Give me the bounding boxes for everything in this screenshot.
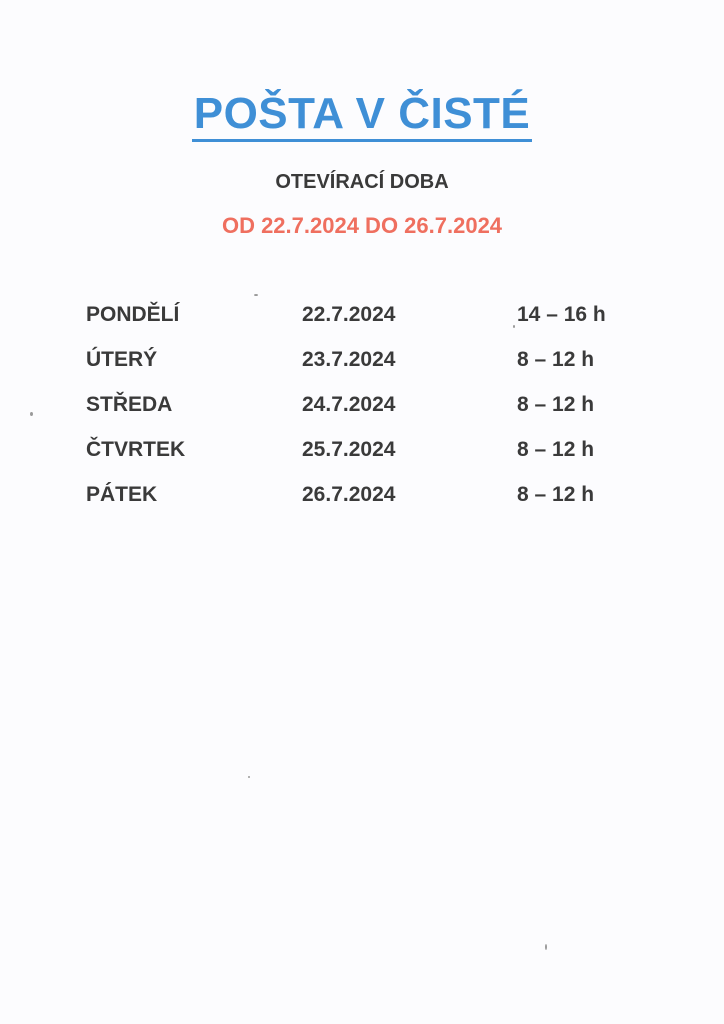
day-name: STŘEDA	[86, 393, 173, 416]
day-hours: 14 – 16 h	[517, 303, 606, 326]
day-hours: 8 – 12 h	[517, 348, 595, 371]
day-date: 26.7.2024	[302, 483, 396, 506]
day-hours: 8 – 12 h	[517, 438, 595, 461]
schedule-row	[86, 345, 646, 390]
scan-speck	[545, 944, 547, 950]
scan-speck	[513, 325, 515, 328]
day-date: 22.7.2024	[302, 303, 396, 326]
scan-speck	[30, 412, 33, 416]
day-hours: 8 – 12 h	[517, 393, 595, 416]
page-title-text: POŠTA V ČISTÉ	[192, 89, 533, 142]
schedule-table	[86, 300, 646, 525]
day-date: 24.7.2024	[302, 393, 396, 416]
day-date: 23.7.2024	[302, 348, 396, 371]
schedule-row	[86, 390, 646, 435]
date-range: OD 22.7.2024 DO 26.7.2024	[221, 213, 503, 238]
scan-speck	[254, 294, 258, 296]
day-name: ÚTERÝ	[86, 348, 158, 371]
day-name: PÁTEK	[86, 483, 158, 506]
day-name: ČTVRTEK	[86, 438, 186, 461]
schedule-row	[86, 435, 646, 480]
scan-speck	[248, 776, 250, 778]
schedule-row	[86, 480, 646, 525]
schedule-row	[86, 300, 646, 345]
day-hours: 8 – 12 h	[517, 483, 595, 506]
day-date: 25.7.2024	[302, 438, 396, 461]
page-title	[0, 86, 724, 142]
day-name: PONDĚLÍ	[86, 303, 180, 326]
opening-hours-heading: OTEVÍRACÍ DOBA	[275, 171, 449, 193]
